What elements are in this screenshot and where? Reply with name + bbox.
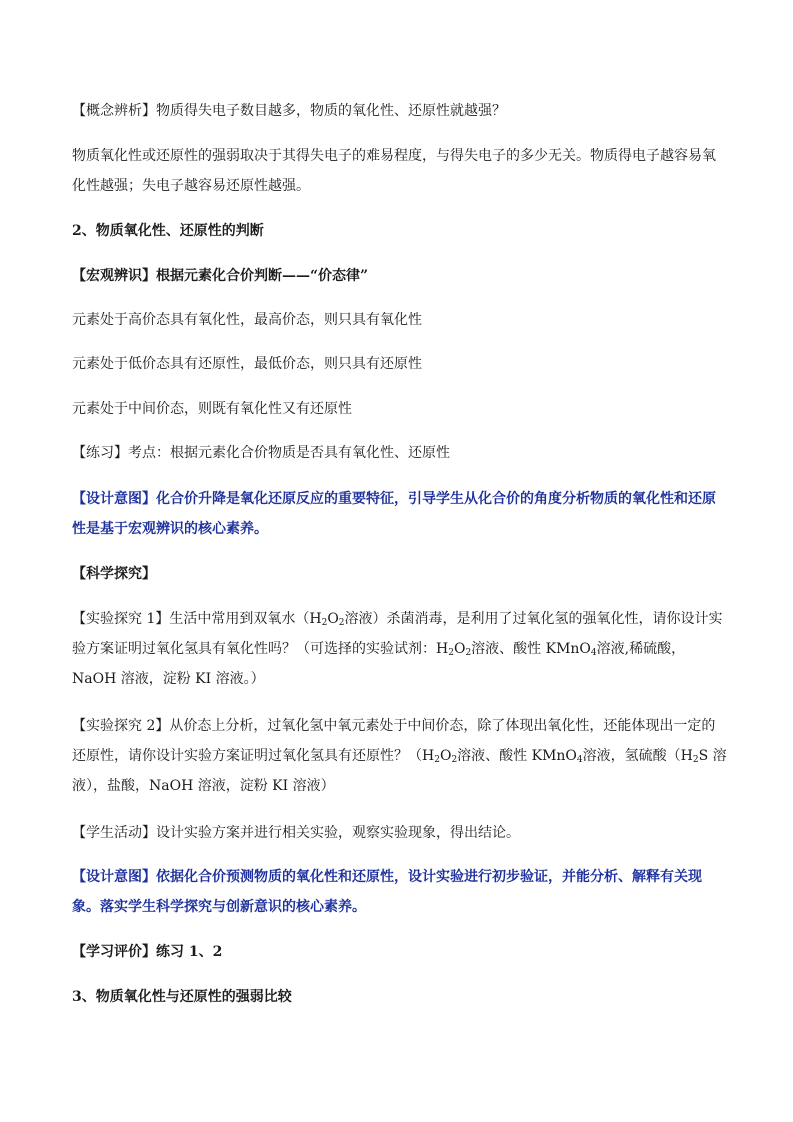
design-intent-paragraph-1: 【设计意图】化合价升降是氧化还原反应的重要特征，引导学生从化合价的角度分析物质的氧化性和还原性是基于宏观辨识的核心素养。 <box>72 491 716 537</box>
experiment-inquiry-2-paragraph: 【实验探究 2】从价态上分析，过氧化氢中氧元素处于中间价态，除了体现出氧化性，还能体现出一定的还原性，请你设计实验方案证明过氧化氢具有还原性？（$H_2O_2$溶液、酸性 KMnO$_4$溶液，氢硫酸（$H_2S$ 溶液），盐酸，NaOH 溶液，淀粉 KI 溶液） <box>72 718 727 794</box>
student-activity-paragraph: 【学生活动】设计实验方案并进行相关实验，观察实验现象，得出结论。 <box>72 825 520 841</box>
design-intent-paragraph-2: 【设计意图】依据化合价预测物质的氧化性和还原性，设计实验进行初步验证，并能分析、解释有关现象。落实学生科学探究与创新意识的核心素养。 <box>72 869 702 915</box>
concept-analysis-paragraph: 【概念辨析】物质得失电子数目越多，物质的氧化性、还原性就越强？ <box>72 103 506 119</box>
science-inquiry-heading: 【科学探究】 <box>72 566 156 582</box>
practice-paragraph: 【练习】考点：根据元素化合价物质是否具有氧化性、还原性 <box>72 445 450 461</box>
section-heading-3: 3、物质氧化性与还原性的强弱比较 <box>72 989 292 1005</box>
macro-identification-heading: 【宏观辨识】根据元素化合价判断——“价态律” <box>72 268 369 284</box>
valence-rule-low: 元素处于低价态具有还原性，最低价态，则只具有还原性 <box>72 356 422 372</box>
valence-rule-middle: 元素处于中间价态，则既有氧化性又有还原性 <box>72 401 352 417</box>
concept-explanation-paragraph: 物质氧化性或还原性的强弱取决于其得失电子的难易程度，与得失电子的多少无关。物质得电子越容易氧化性越强；失电子越容易还原性越强。 <box>72 148 716 194</box>
section-heading-2: 2、物质氧化性、还原性的判断 <box>72 223 264 239</box>
learning-evaluation-paragraph: 【学习评价】练习 1、2 <box>72 944 223 960</box>
valence-rule-high: 元素处于高价态具有氧化性，最高价态，则只具有氧化性 <box>72 312 422 328</box>
experiment-inquiry-1-paragraph: 【实验探究 1】生活中常用到双氧水（$H_2O_2$溶液）杀菌消毒，是利用了过氧化氢的强氧化性，请你设计实验方案证明过氧化氢具有氧化性吗？（可选择的实验试剂：$H_2O_2$溶液、酸性 KMnO$_4$溶液,稀硫酸，NaOH 溶液，淀粉 KI 溶液。） <box>72 611 723 687</box>
